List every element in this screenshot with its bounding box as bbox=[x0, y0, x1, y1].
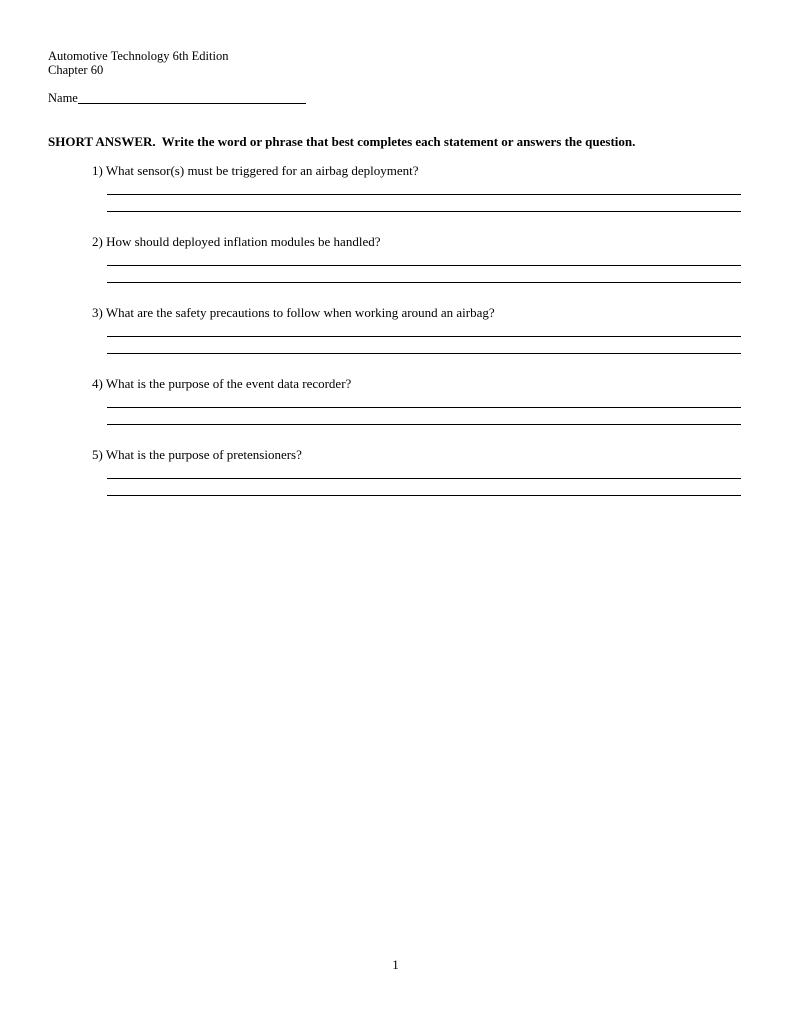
question-text bbox=[92, 305, 495, 320]
question-text bbox=[92, 234, 380, 249]
question-prompt: How should deployed inflation modules be handled? bbox=[106, 234, 381, 249]
name-label: Name bbox=[48, 91, 78, 105]
question-number: 4) bbox=[92, 376, 103, 391]
question-number: 5) bbox=[92, 447, 103, 462]
question-prompt: What is the purpose of the event data recorder? bbox=[105, 376, 352, 391]
answer-line[interactable] bbox=[107, 478, 741, 479]
name-input-line[interactable] bbox=[78, 103, 306, 104]
answer-line[interactable] bbox=[107, 265, 741, 266]
question-text bbox=[92, 447, 302, 462]
chapter-label: Chapter 60 bbox=[48, 63, 104, 77]
answer-line[interactable] bbox=[107, 353, 741, 354]
question-2 bbox=[0, 234, 791, 294]
question-5 bbox=[0, 447, 791, 507]
question-1 bbox=[0, 163, 791, 223]
answer-line[interactable] bbox=[107, 424, 741, 425]
instructions-text: Write the word or phrase that best completes each statement or answers the question. bbox=[161, 134, 636, 149]
answer-line[interactable] bbox=[107, 407, 741, 408]
instructions-lead: SHORT ANSWER. bbox=[48, 134, 156, 149]
question-number: 2) bbox=[92, 234, 103, 249]
answer-line[interactable] bbox=[107, 282, 741, 283]
answer-line[interactable] bbox=[107, 211, 741, 212]
question-text bbox=[92, 376, 351, 391]
book-title: Automotive Technology 6th Edition bbox=[48, 49, 229, 63]
question-prompt: What are the safety precautions to follow when working around an airbag? bbox=[105, 305, 495, 320]
question-number: 3) bbox=[92, 305, 103, 320]
question-prompt: What is the purpose of pretensioners? bbox=[105, 447, 302, 462]
question-4 bbox=[0, 376, 791, 436]
question-3 bbox=[0, 305, 791, 365]
answer-line[interactable] bbox=[107, 495, 741, 496]
question-number: 1) bbox=[92, 163, 103, 178]
instructions bbox=[48, 134, 635, 149]
page-number: 1 bbox=[392, 957, 399, 972]
answer-line[interactable] bbox=[107, 194, 741, 195]
answer-line[interactable] bbox=[107, 336, 741, 337]
question-prompt: What sensor(s) must be triggered for an airbag deployment? bbox=[105, 163, 419, 178]
question-text bbox=[92, 163, 418, 178]
